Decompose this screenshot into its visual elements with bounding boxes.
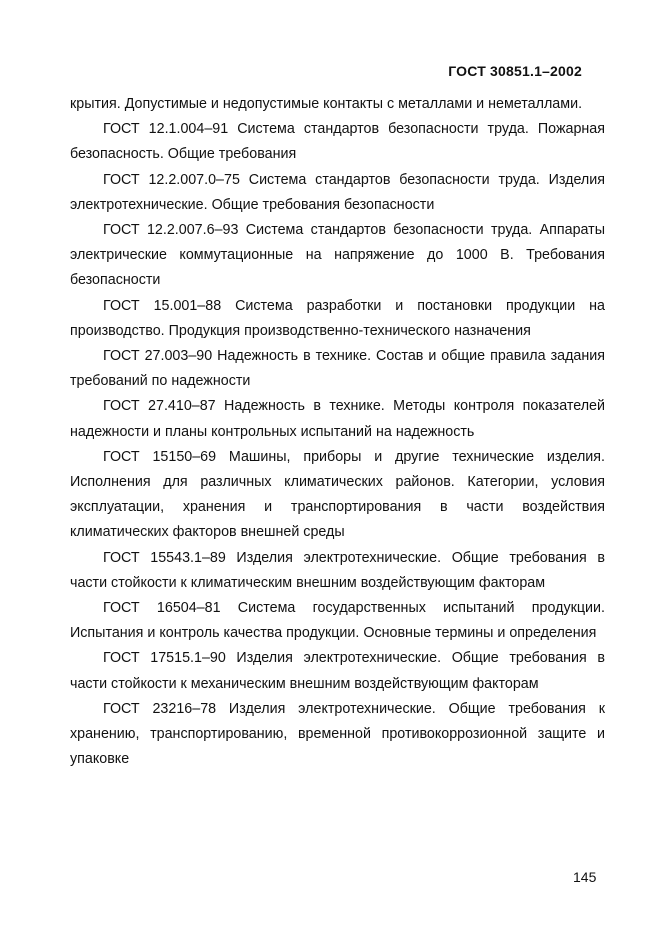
- reference-entry: ГОСТ 23216–78 Изделия электротехнические. Общие требования к хранению, транспортированию, временной противокоррозионной защите и упаковке: [70, 700, 605, 768]
- reference-entry: ГОСТ 16504–81 Система государственных испытаний продукции. Испытания и контроль качества продукции. Основные термины и определения: [70, 600, 605, 642]
- normative-references-body: [70, 92, 605, 772]
- reference-entry: ГОСТ 27.003–90 Надежность в технике. Состав и общие правила задания требований по надежности: [70, 348, 605, 390]
- reference-entry: ГОСТ 12.1.004–91 Система стандартов безопасности труда. Пожарная безопасность. Общие требования: [70, 121, 605, 163]
- page-number: 145: [573, 869, 597, 885]
- reference-entry: ГОСТ 12.2.007.0–75 Система стандартов безопасности труда. Изделия электротехнические. Общие требования безопасности: [70, 171, 605, 213]
- reference-entry: ГОСТ 15150–69 Машины, приборы и другие технические изделия. Исполнения для различных климатических районов. Категории, условия эксплуатации, хранения и транспортирования в части воздействия климатических факторов внешней среды: [70, 448, 605, 541]
- continuation-paragraph: крытия. Допустимые и недопустимые контакты с металлами и неметаллами.: [70, 96, 583, 112]
- reference-entry: ГОСТ 17515.1–90 Изделия электротехнические. Общие требования в части стойкости к механическим внешним воздействующим факторам: [70, 650, 605, 692]
- document-header-code: ГОСТ 30851.1–2002: [448, 63, 582, 79]
- reference-entry: ГОСТ 15543.1–89 Изделия электротехнические. Общие требования в части стойкости к климатическим внешним воздействующим факторам: [70, 549, 605, 591]
- reference-entry: ГОСТ 12.2.007.6–93 Система стандартов безопасности труда. Аппараты электрические коммутационные на напряжение до 1000 В. Требования безопасности: [70, 222, 605, 289]
- reference-entry: ГОСТ 27.410–87 Надежность в технике. Методы контроля показателей надежности и планы контрольных испытаний на надежность: [70, 398, 605, 440]
- reference-entry: ГОСТ 15.001–88 Система разработки и постановки продукции на производство. Продукция производственно-технического назначения: [70, 297, 605, 339]
